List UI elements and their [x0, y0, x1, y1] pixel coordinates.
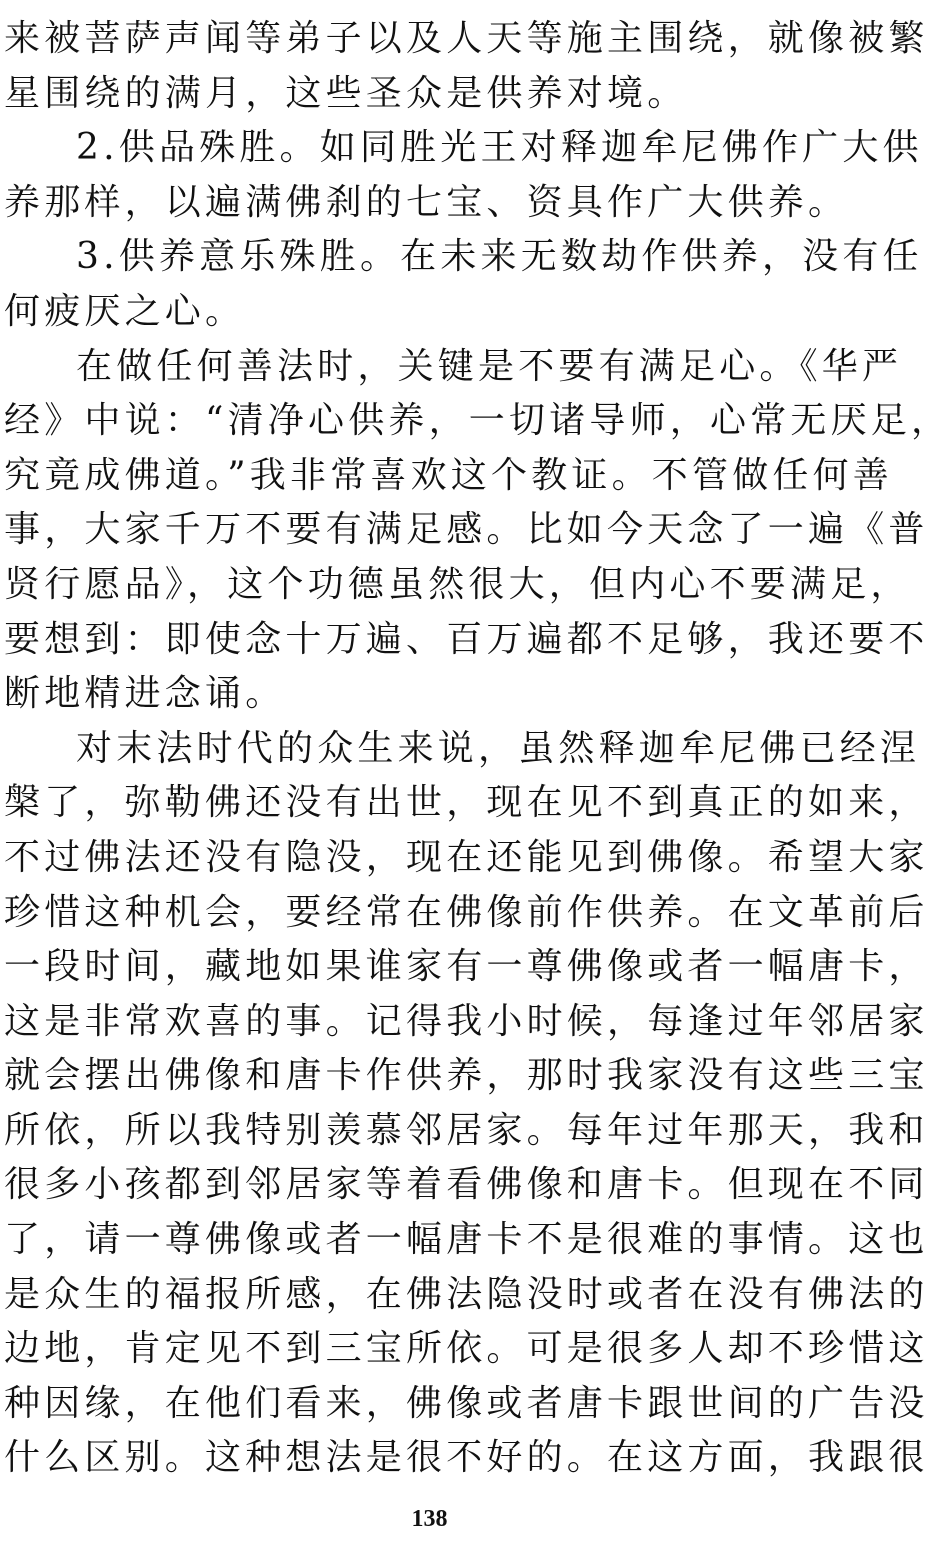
text-line: 边地，肯定见不到三宝所依。可是很多人却不珍惜这 — [4, 1328, 929, 1370]
text-line: 这是非常欢喜的事。记得我小时候，每逢过年邻居家 — [4, 1000, 929, 1042]
text-line: 何疲厌之心。 — [4, 290, 246, 332]
text-line-numbered-item: 2.供品殊胜。如同胜光王对释迦牟尼佛作广大供 — [76, 127, 923, 169]
text-line-numbered-item: 3.供养意乐殊胜。在未来无数劫作供养，没有任 — [76, 236, 923, 278]
text-line: 究竟成佛道。”我非常喜欢这个教证。不管做任何善 — [4, 454, 894, 496]
text-line-paragraph-start: 在做任何善法时，关键是不要有满足心。《华严 — [76, 345, 903, 387]
text-line: 星围绕的满月，这些圣众是供养对境。 — [4, 72, 688, 114]
text-line: 就会摆出佛像和唐卡作供养，那时我家没有这些三宝 — [4, 1055, 929, 1097]
text-line-paragraph-start: 对末法时代的众生来说，虽然释迦牟尼佛已经涅 — [76, 727, 921, 769]
text-line: 什么区别。这种想法是很不好的。在这方面，我跟很 — [4, 1437, 929, 1479]
text-line: 所依，所以我特别羡慕邻居家。每年过年那天，我和 — [4, 1109, 929, 1151]
text-line: 养那样，以遍满佛刹的七宝、资具作广大供养。 — [4, 181, 849, 223]
text-line: 要想到：即使念十万遍、百万遍都不足够，我还要不 — [4, 618, 929, 660]
text-line: 槃了，弥勒佛还没有出世，现在见不到真正的如来， — [4, 782, 929, 824]
text-line: 经》中说：“清净心供养，一切诸导师，心常无厌足， — [4, 400, 951, 442]
text-line: 了，请一尊佛像或者一幅唐卡不是很难的事情。这也 — [4, 1219, 929, 1261]
page-number: 138 — [411, 1506, 448, 1532]
text-line: 很多小孩都到邻居家等着看佛像和唐卡。但现在不同 — [4, 1164, 929, 1206]
text-line: 来被菩萨声闻等弟子以及人天等施主围绕，就像被繁 — [4, 18, 929, 59]
text-line: 种因缘，在他们看来，佛像或者唐卡跟世间的广告没 — [4, 1382, 929, 1424]
text-line: 事，大家千万不要有满足感。比如今天念了一遍《普 — [4, 509, 929, 551]
text-line: 断地精进念诵。 — [4, 673, 286, 715]
text-line: 是众生的福报所感，在佛法隐没时或者在没有佛法的 — [4, 1273, 929, 1315]
text-line: 珍惜这种机会，要经常在佛像前作供养。在文革前后 — [4, 891, 929, 933]
text-line: 贤行愿品》，这个功德虽然很大，但内心不要满足， — [4, 563, 911, 605]
body-text — [4, 12, 951, 1486]
text-line: 不过佛法还没有隐没，现在还能见到佛像。希望大家 — [4, 836, 929, 878]
text-line: 一段时间，藏地如果谁家有一尊佛像或者一幅唐卡， — [4, 946, 929, 988]
